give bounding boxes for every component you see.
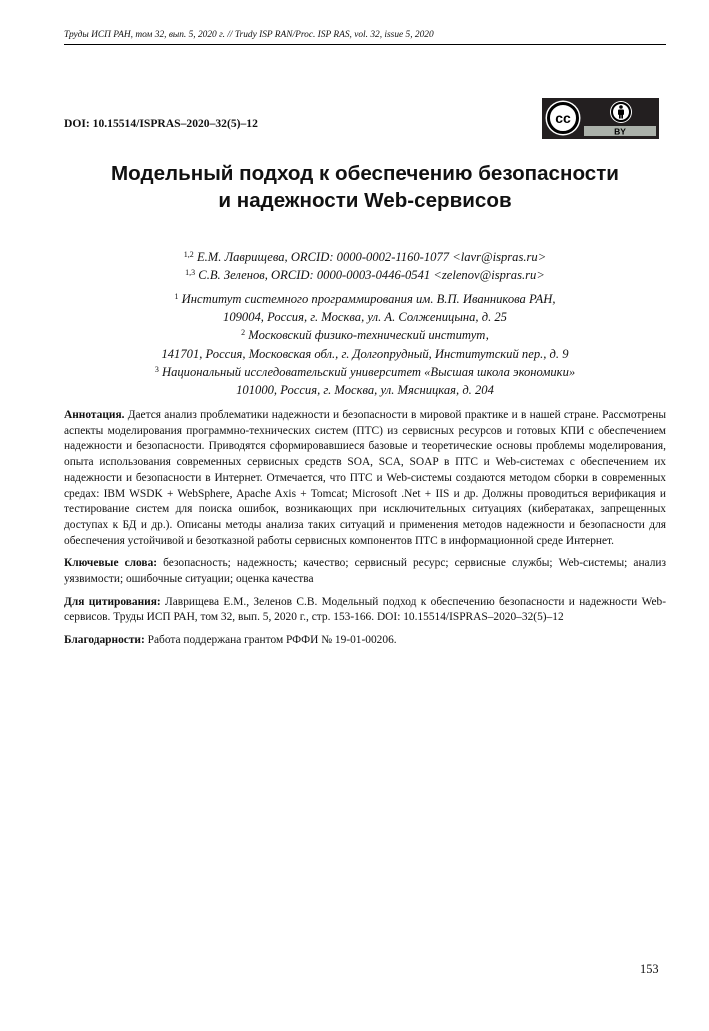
abstract-label: Аннотация.	[64, 409, 125, 421]
author-superscript: 1,3	[185, 268, 196, 277]
keywords-paragraph	[64, 556, 666, 587]
author-text[interactable]: С.В. Зеленов, ORCID: 0000-0003-0446-0541 <zelenov@ispras.ru>	[198, 268, 545, 282]
affiliation-line	[64, 363, 666, 381]
cc-logo-text: cc	[555, 110, 571, 126]
affiliation-superscript: 3	[154, 364, 159, 374]
by-label: BY	[614, 126, 626, 137]
article-front-matter	[64, 408, 666, 656]
affiliation-superscript: 2	[241, 328, 246, 338]
acknowledgements-label: Благодарности:	[64, 634, 145, 647]
affiliation-name: Московский физико-технический институт,	[248, 328, 489, 343]
title-line-2: и надежности Web-сервисов	[218, 189, 512, 212]
header-divider	[64, 44, 666, 45]
abstract-text: Дается анализ проблематики надежности и безопасности в мировой практике и в нашей стране. Рассмотрены аспекты моделирования программно-технических систем (ПТС) из сервисных ресурсов и готовых КПИ с обеспечением надежности и безопасности. Приводятся сформировавшиеся базовые и теоретические основы проблемы моделирования, опыта использования современных сервисных средств SOA, SCA, SOAP в ПТС и Web-системах с обеспечением их надежности и безопасности в Интернет. Отмечается, что ПТС и Web-системы создаются методом сборки в современных средах: IBM WSDK + WebSphere, Apache Axis + Tomcat; Microsoft .Net + IIS и др. Должны проводиться верификация и тестирование систем для поиска ошибок, возникающих при исключительных ситуациях (кибератаках, запрещенных доступах к БД и др.). Описаны методы анализа таких ситуаций и применения методов надежности и безопасности для обеспечения устойчивой и безотказной работы сервисных компонентов ПТС в информационной среде Интернет.	[64, 409, 666, 547]
citation-label: Для цитирования:	[64, 595, 161, 608]
acknowledgements-paragraph	[64, 633, 666, 649]
cc-logo-icon	[546, 101, 581, 136]
author-line	[64, 266, 666, 284]
page-number: 153	[640, 962, 659, 976]
doi[interactable]: DOI: 10.15514/ISPRAS–2020–32(5)–12	[64, 117, 258, 130]
page-title	[64, 160, 666, 214]
title-line-1: Модельный подход к обеспечению безопасности	[111, 162, 619, 185]
attribution-person-icon	[610, 101, 632, 123]
affiliation-name: Национальный исследовательский университет «Высшая школа экономики»	[161, 364, 576, 379]
keywords-text: безопасность; надежность; качество; сервисный ресурс; сервисные службы; Web-системы; анализ уязвимости; ошибочные ситуации; оценка качества	[64, 557, 666, 586]
running-head: Труды ИСП РАН, том 32, вып. 5, 2020 г. // Trudy ISP RAN/Proc. ISP RAS, vol. 32, issue 5, 2020	[64, 30, 434, 40]
affiliation-address: 101000, Россия, г. Москва, ул. Мясницкая, д. 204	[236, 383, 494, 398]
keywords-label: Ключевые слова:	[64, 557, 158, 570]
author-superscript: 1,2	[183, 250, 194, 259]
authors-block	[64, 248, 666, 284]
citation-paragraph	[64, 595, 666, 626]
author-text[interactable]: Е.М. Лаврищева, ORCID: 0000-0002-1160-1077 <lavr@ispras.ru>	[196, 250, 547, 264]
citation-text: Лаврищева Е.М., Зеленов С.В. Модельный подход к обеспечению безопасности и надежности Web-сервисов. Труды ИСП РАН, том 32, вып. 5, 2020 г., стр. 153-166. DOI: 10.15514/ISPRAS–2020–32(5)–12	[64, 595, 666, 624]
abstract-paragraph	[64, 408, 666, 549]
acknowledgements-text: Работа поддержана грантом РФФИ № 19-01-00206.	[147, 634, 397, 647]
affiliations-block	[64, 290, 666, 399]
affiliation-line	[64, 326, 666, 344]
affiliation-address: 109004, Россия, г. Москва, ул. А. Солженицына, д. 25	[223, 310, 507, 325]
affiliation-superscript: 1	[174, 292, 179, 301]
affiliation-address: 141701, Россия, Московская обл., г. Долгопрудный, Институтский пер., д. 9	[161, 346, 569, 361]
author-line	[64, 248, 666, 266]
cc-by-license-badge[interactable]	[542, 98, 659, 139]
affiliation-line	[64, 290, 666, 308]
affiliation-name: Институт системного программирования им. В.П. Иванникова РАН,	[181, 292, 556, 306]
